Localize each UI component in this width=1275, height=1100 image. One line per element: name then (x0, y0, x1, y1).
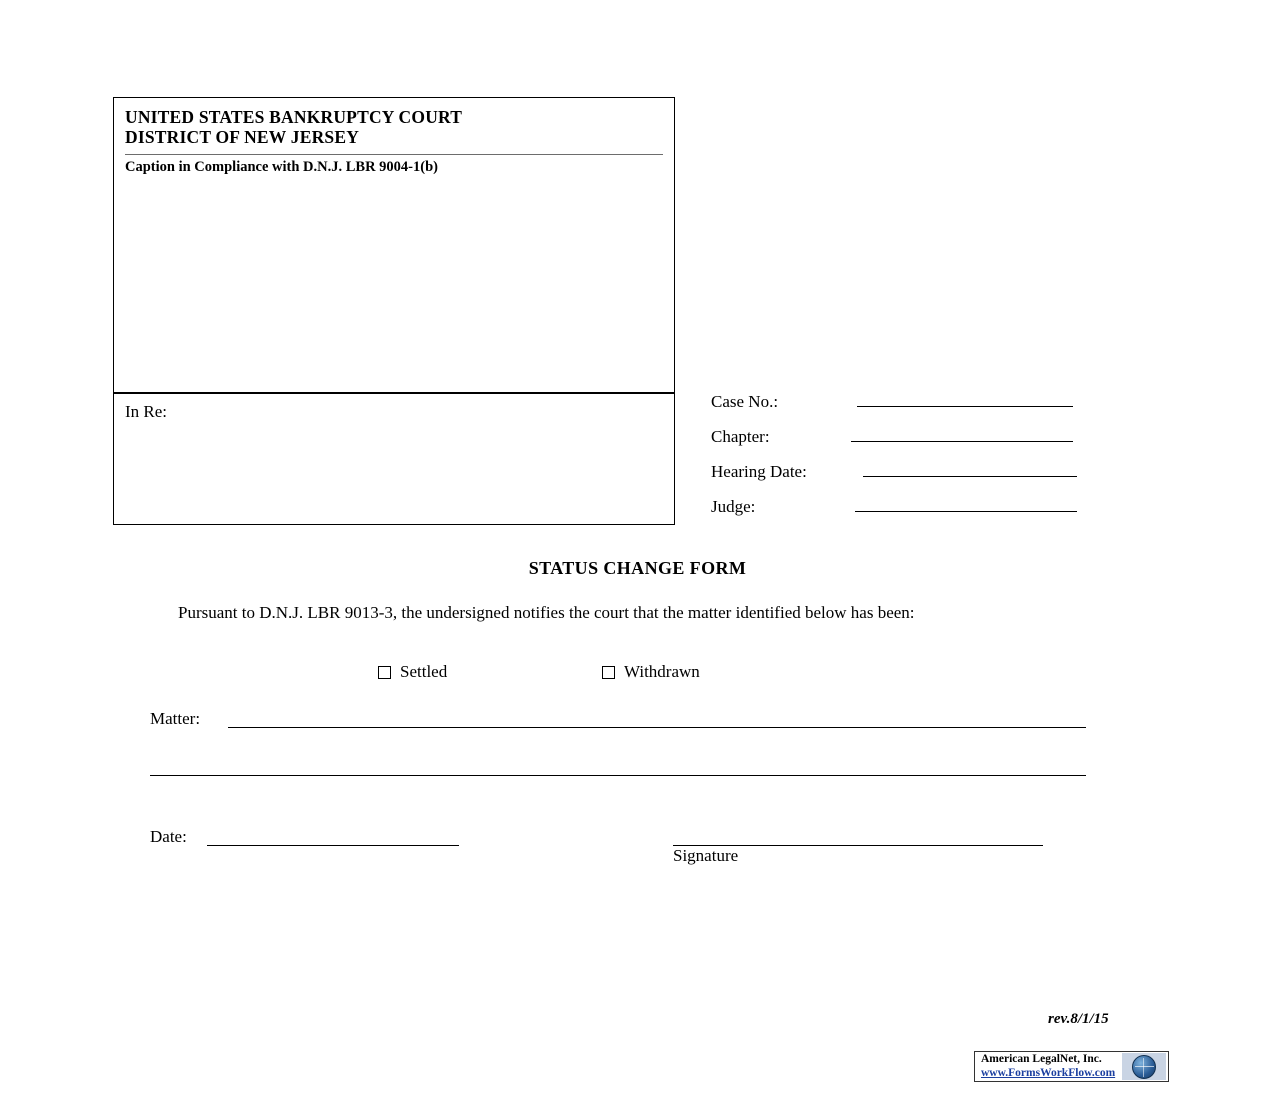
checkbox-option-withdrawn[interactable] (602, 662, 700, 682)
matter-label: Matter: (150, 709, 201, 728)
field-row-chapter (711, 427, 1131, 462)
checkbox-withdrawn-label: Withdrawn (624, 662, 700, 681)
case-info-fields (711, 392, 1131, 532)
court-name-line-1: UNITED STATES BANKRUPTCY COURT (125, 107, 463, 127)
hearing-date-label: Hearing Date: (711, 462, 807, 481)
field-row-case-no (711, 392, 1131, 427)
checkbox-settled-icon[interactable] (378, 666, 391, 679)
revision-note: rev.8/1/15 (1048, 1011, 1109, 1027)
globe-icon (1122, 1053, 1166, 1080)
footer-company-name: American LegalNet, Inc. (981, 1053, 1102, 1066)
checkbox-option-settled[interactable] (378, 662, 447, 682)
body-paragraph (150, 600, 1090, 626)
judge-input[interactable] (855, 511, 1077, 512)
date-input[interactable] (207, 845, 459, 846)
footer-badge-text (975, 1053, 1115, 1079)
chapter-label: Chapter: (711, 427, 770, 446)
signature-label: Signature (673, 846, 739, 865)
field-row-judge (711, 497, 1131, 532)
chapter-input[interactable] (851, 441, 1073, 442)
court-name-line-2: DISTRICT OF NEW JERSEY (125, 126, 360, 147)
in-re-box[interactable] (113, 393, 675, 525)
checkbox-settled-label: Settled (400, 662, 448, 681)
matter-input-line-1[interactable] (228, 727, 1086, 728)
caption-divider (125, 154, 663, 155)
field-row-hearing-date (711, 462, 1131, 497)
hearing-date-input[interactable] (863, 476, 1077, 477)
globe-icon-shape (1132, 1055, 1156, 1079)
judge-label: Judge: (711, 497, 756, 516)
court-name (114, 98, 674, 147)
paragraph-text: Pursuant to D.N.J. LBR 9013-3, the undersigned notifies the court that the matter identified below has been: (178, 603, 915, 622)
matter-input-line-2[interactable] (150, 775, 1086, 776)
footer-badge[interactable] (974, 1051, 1169, 1082)
form-title: STATUS CHANGE FORM (528, 558, 747, 578)
date-label: Date: (150, 827, 187, 846)
caption-compliance-note: Caption in Compliance with D.N.J. LBR 9004-1(b) (125, 159, 438, 175)
in-re-label: In Re: (125, 402, 168, 421)
case-no-input[interactable] (857, 406, 1073, 407)
case-no-label: Case No.: (711, 392, 779, 411)
caption-box (113, 97, 675, 393)
checkbox-withdrawn-icon[interactable] (602, 666, 615, 679)
footer-website-link[interactable]: www.FormsWorkFlow.com (981, 1066, 1116, 1079)
